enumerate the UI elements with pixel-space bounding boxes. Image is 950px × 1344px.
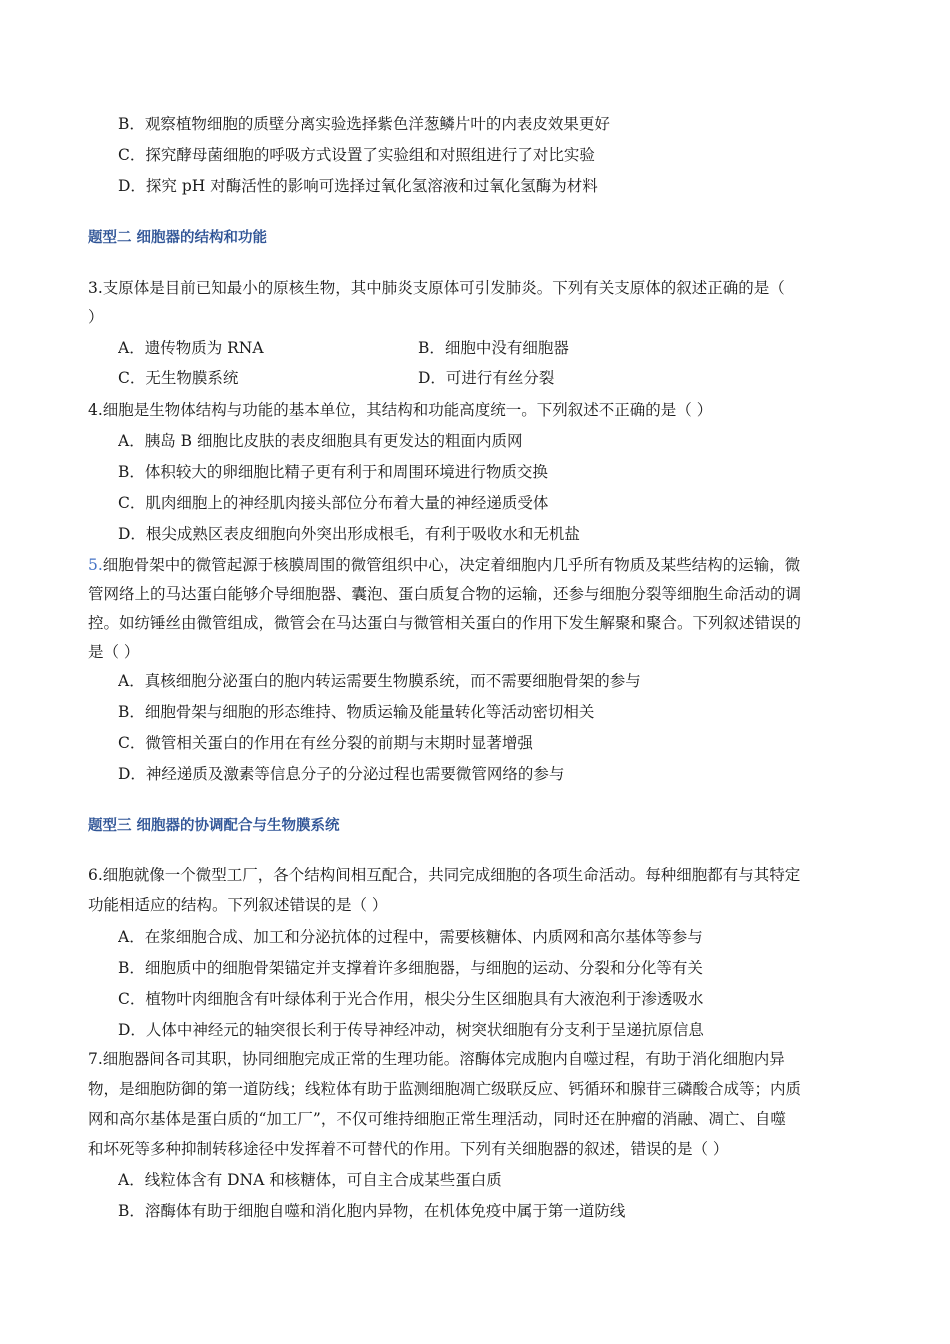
q3-option-c: C．无生物膜系统	[118, 369, 239, 387]
q6-stem-line1: 6.细胞就像一个微型工厂，各个结构间相互配合，共同完成细胞的各项生命活动。每种细胞都有与其特定	[88, 866, 801, 884]
q5-stem-line1	[88, 555, 878, 575]
q4-option-b: B．体积较大的卵细胞比精子更有利于和周围环境进行物质交换	[118, 463, 548, 481]
q5-option-b: B．细胞骨架与细胞的形态维持、物质运输及能量转化等活动密切相关	[118, 703, 595, 721]
q5-option-d: D．神经递质及激素等信息分子的分泌过程也需要微管网络的参与	[118, 765, 565, 783]
q5-stem-line2: 管网络上的马达蛋白能够介导细胞器、囊泡、蛋白质复合物的运输，还参与细胞分裂等细胞生命活动的调	[88, 585, 802, 603]
q3-option-d: D．可进行有丝分裂	[418, 369, 555, 387]
q5-option-a: A．真核细胞分泌蛋白的胞内转运需要生物膜系统，而不需要细胞骨架的参与	[118, 672, 641, 690]
q5-stem-text: 细胞骨架中的微管起源于核膜周围的微管组织中心，决定着细胞内几乎所有物质及某些结构的运输，微	[102, 556, 801, 574]
q3-option-a: A．遗传物质为 RNA	[118, 339, 264, 357]
q5-option-c: C．微管相关蛋白的作用在有丝分裂的前期与末期时显著增强	[118, 734, 533, 752]
q2-option-b: B．观察植物细胞的质壁分离实验选择紫色洋葱鳞片叶的内表皮效果更好	[118, 115, 610, 133]
q7-option-a: A．线粒体含有 DNA 和核糖体，可自主合成某些蛋白质	[118, 1171, 502, 1189]
q7-stem-line1: 7.细胞器间各司其职，协同细胞完成正常的生理功能。溶酶体完成胞内自噬过程，有助于消化细胞内异	[88, 1050, 785, 1068]
q4-option-d: D．根尖成熟区表皮细胞向外突出形成根毛，有利于吸收水和无机盐	[118, 525, 580, 543]
q6-option-a: A．在浆细胞合成、加工和分泌抗体的过程中，需要核糖体、内质网和高尔基体等参与	[118, 928, 703, 946]
q3-option-b: B．细胞中没有细胞器	[418, 339, 569, 357]
q2-option-c: C．探究酵母菌细胞的呼吸方式设置了实验组和对照组进行了对比实验	[118, 146, 595, 164]
q6-option-c: C．植物叶肉细胞含有叶绿体利于光合作用，根尖分生区细胞具有大液泡利于渗透吸水	[118, 990, 704, 1008]
section-heading-2: 题型二 细胞器的结构和功能	[88, 230, 268, 246]
q3-stem-line2: ）	[88, 308, 104, 326]
q6-stem-line2: 功能相适应的结构。下列叙述错误的是（ ）	[88, 896, 388, 914]
q4-option-c: C．肌肉细胞上的神经肌肉接头部位分布着大量的神经递质受体	[118, 494, 549, 512]
q4-option-a: A．胰岛 B 细胞比皮肤的表皮细胞具有更发达的粗面内质网	[118, 432, 523, 450]
q5-stem-line4: 是（ ）	[88, 643, 140, 661]
q6-option-b: B．细胞质中的细胞骨架锚定并支撑着许多细胞器，与细胞的运动、分裂和分化等有关	[118, 959, 703, 977]
q5-number: 5.	[88, 556, 103, 574]
q4-stem: 4.细胞是生物体结构与功能的基本单位，其结构和功能高度统一。下列叙述不正确的是（ ）	[88, 401, 713, 419]
q7-stem-line3: 网和高尔基体是蛋白质的“加工厂”，不仅可维持细胞正常生理活动，同时还在肿瘤的消融、凋亡、自噬	[88, 1110, 786, 1128]
q5-stem-line3: 控。如纺锤丝由微管组成，微管会在马达蛋白与微管相关蛋白的作用下发生解聚和聚合。下列叙述错误的	[88, 614, 802, 632]
q7-stem-line4: 和坏死等多种抑制转移途径中发挥着不可替代的作用。下列有关细胞器的叙述，错误的是（ ）	[88, 1140, 729, 1158]
q6-option-d: D．人体中神经元的轴突很长利于传导神经冲动，树突状细胞有分支利于呈递抗原信息	[118, 1021, 704, 1039]
q3-stem-line1: 3.支原体是目前已知最小的原核生物，其中肺炎支原体可引发肺炎。下列有关支原体的叙述正确的是（	[88, 279, 785, 297]
q2-option-d: D．探究 pH 对酶活性的影响可选择过氧化氢溶液和过氧化氢酶为材料	[118, 177, 598, 195]
q7-option-b: B．溶酶体有助于细胞自噬和消化胞内异物，在机体免疫中属于第一道防线	[118, 1202, 626, 1220]
section-heading-3: 题型三 细胞器的协调配合与生物膜系统	[88, 818, 340, 834]
q7-stem-line2: 物，是细胞防御的第一道防线；线粒体有助于监测细胞凋亡级联反应、钙循环和腺苷三磷酸合成等；内质	[88, 1080, 802, 1098]
